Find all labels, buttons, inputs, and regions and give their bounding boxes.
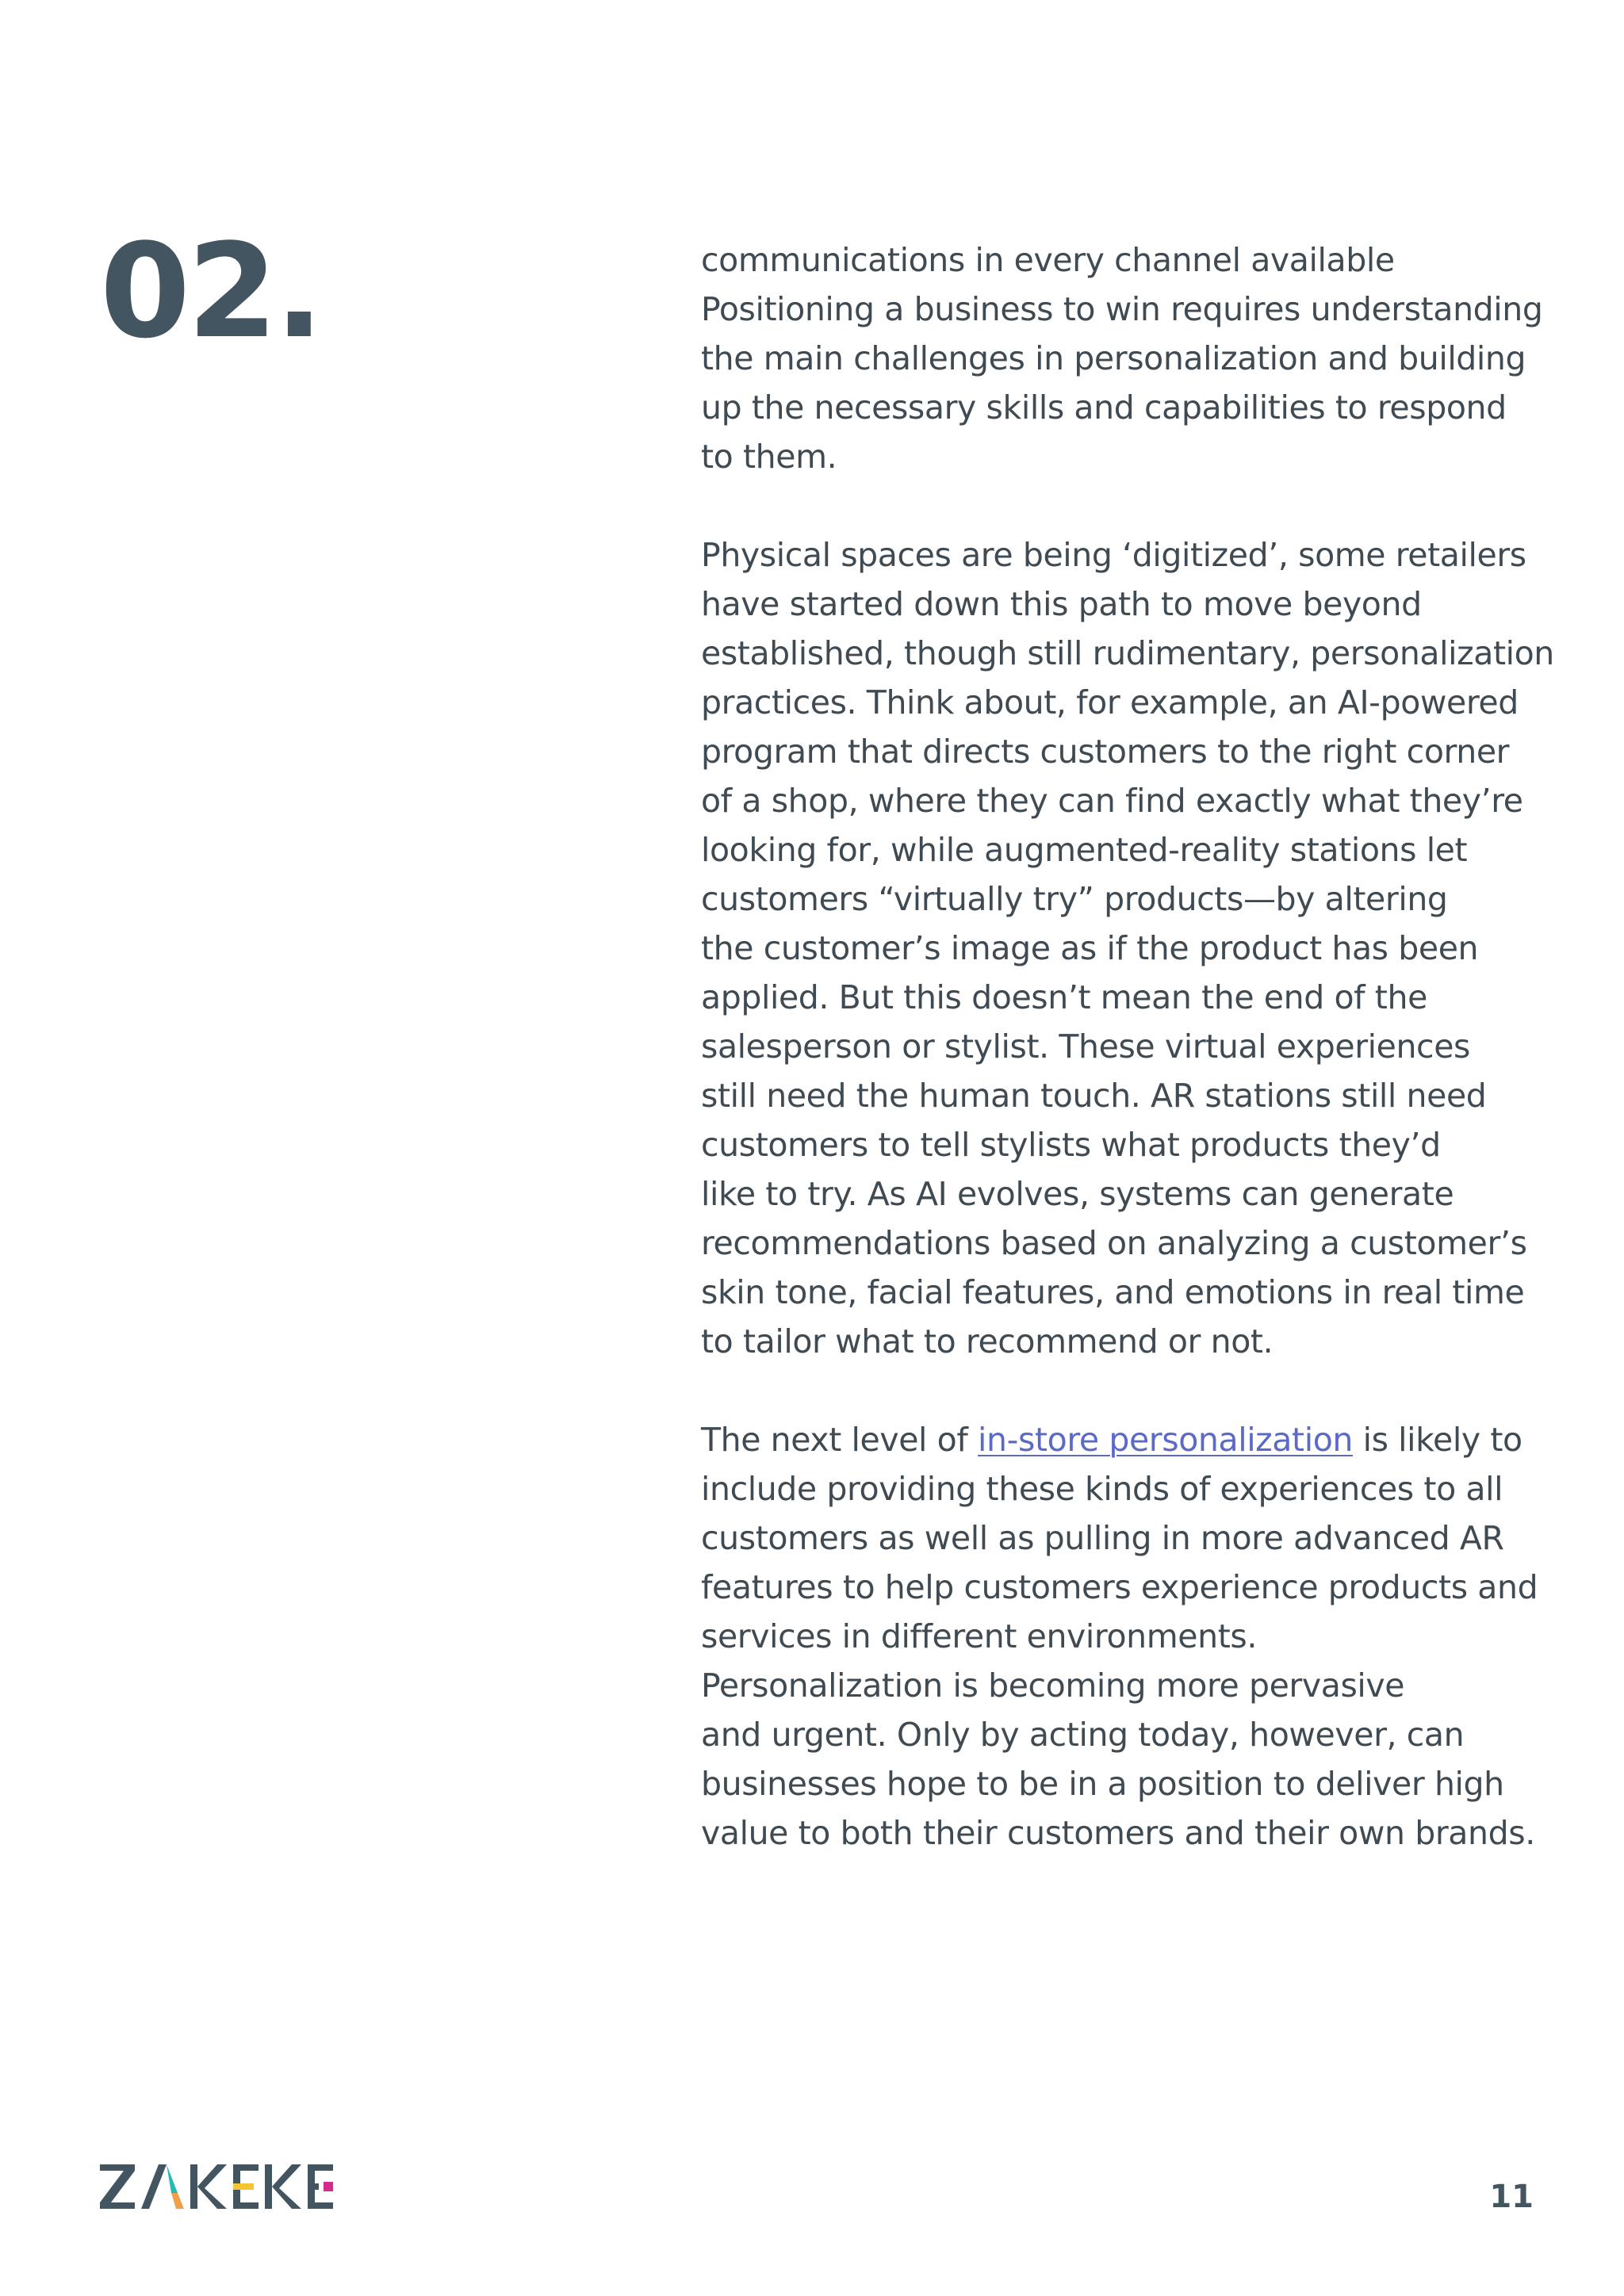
logo-letter-k2-stem [265,2164,272,2209]
text-line: and urgent. Only by acting today, however, can [701,1716,1465,1754]
text-line: Positioning a business to win requires understanding [701,290,1543,328]
page-number: 11 [1489,2179,1534,2215]
logo-letter-k-arms [197,2164,227,2209]
text-line: skin tone, facial features, and emotions in real time [701,1273,1525,1311]
logo-letter-e2-dot [324,2182,333,2191]
paragraph-2 [701,530,1557,1366]
text-line: practices. Think about, for example, an AI-powered [701,683,1519,721]
text-line: program that directs customers to the right corner [701,733,1510,771]
logo-letter-e-top [233,2164,259,2171]
body-text [701,235,1557,1907]
text-line: features to help customers experience products and [701,1568,1538,1606]
logo-letter-a-foot [171,2193,184,2209]
text-line: have started down this path to move beyond [701,585,1422,623]
paragraph-1 [701,235,1557,481]
text-line: to them. [701,438,837,476]
text-line: communications in every channel available [701,241,1395,279]
text-line: the customer’s image as if the product has been [701,929,1479,967]
text-line: recommendations based on analyzing a customer’s [701,1224,1527,1262]
in-store-personalization-link[interactable]: in-store personalization [978,1421,1353,1459]
text-line: Personalization is becoming more pervasive [701,1667,1405,1705]
text-segment: The next level of [701,1421,979,1459]
zakeke-logo-icon [100,2163,349,2210]
text-line: Physical spaces are being ‘digitized’, some retailers [701,536,1526,574]
text-line: established, though still rudimentary, personalization [701,634,1554,672]
logo-letter-e2-bottom [308,2202,333,2209]
logo-letter-k-stem [190,2164,197,2209]
text-line: businesses hope to be in a position to deliver high [701,1765,1504,1803]
text-line: applied. But this doesn’t mean the end of the [701,978,1427,1016]
text-line: services in different environments. [701,1617,1257,1655]
text-segment: is likely to [1352,1421,1522,1459]
text-line: include providing these kinds of experiences to all [701,1470,1503,1508]
section-number: 02. [100,216,321,367]
text-line: still need the human touch. AR stations still need [701,1077,1487,1115]
logo-letter-k2-arms [272,2164,301,2209]
logo-letter-e-bottom [233,2202,259,2209]
text-line [701,1415,1557,1464]
text-line: up the necessary skills and capabilities to respond [701,388,1507,427]
text-line: customers to tell stylists what products they’d [701,1126,1441,1164]
logo-letter-a-accent [167,2164,178,2193]
paragraph-3 [701,1415,1557,1858]
logo-letter-e2-top [308,2164,333,2171]
text-line: of a shop, where they can find exactly what they’re [701,782,1523,820]
text-line: customers as well as pulling in more advanced AR [701,1519,1504,1557]
text-line: salesperson or stylist. These virtual experiences [701,1027,1470,1066]
text-line: customers “virtually try” products—by altering [701,880,1448,918]
logo-letter-z [100,2164,135,2209]
text-line: to tailor what to recommend or not. [701,1322,1274,1360]
text-line: value to both their customers and their own brands. [701,1814,1535,1852]
text-line: the main challenges in personalization and building [701,339,1526,377]
logo-letter-a-left [141,2164,167,2209]
logo-letter-e2-mid [308,2183,319,2190]
logo-letter-e-mid [233,2183,254,2190]
text-line: looking for, while augmented-reality stations let [701,831,1468,869]
text-line: like to try. As AI evolves, systems can generate [701,1175,1454,1213]
